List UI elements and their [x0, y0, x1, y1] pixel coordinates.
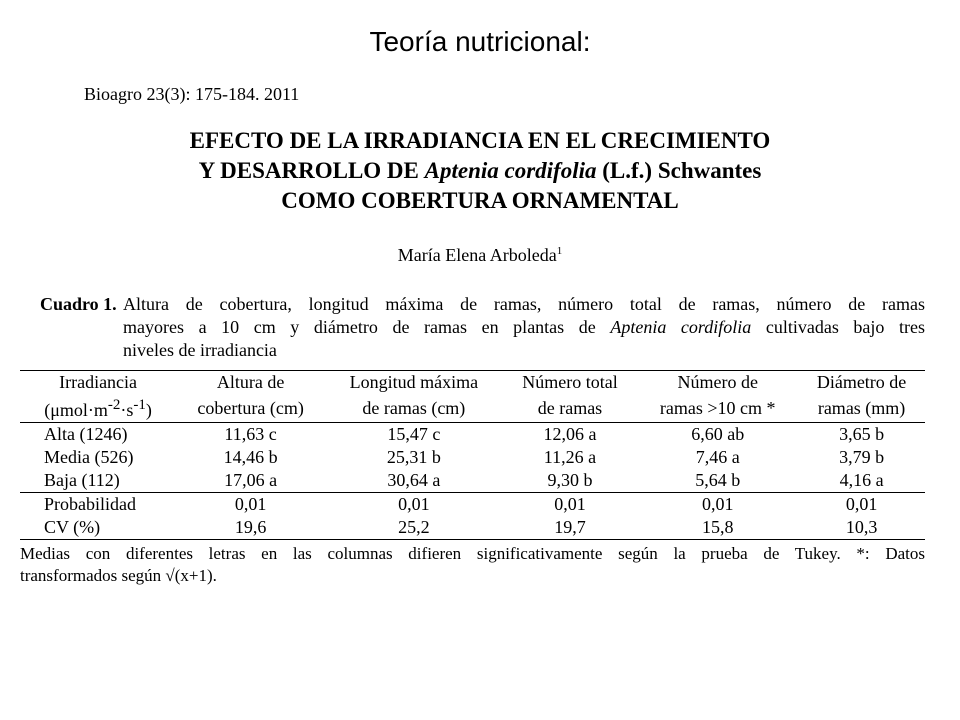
caption-row-1: [40, 293, 925, 316]
table-cell: 7,46 a: [695, 447, 740, 467]
table-cell: CV (%): [20, 516, 176, 540]
header-diameter-line-2: ramas (mm): [798, 394, 925, 423]
table-cell: Media (526): [44, 447, 134, 467]
table-row: [20, 423, 925, 447]
paper-title-line-3: COMO COBERTURA ORNAMENTAL: [281, 188, 679, 213]
table-body: [20, 423, 925, 493]
table-cell: 30,64 a: [387, 470, 441, 490]
table-cell: 3,79 b: [839, 447, 885, 467]
header-irradiance-line-1: Irradiancia: [20, 371, 176, 395]
caption-line-2: [123, 316, 925, 339]
table-cell: 5,64 b: [695, 470, 741, 490]
table-cell: 0,01: [176, 493, 325, 517]
author-name: María Elena Arboleda: [397, 245, 557, 265]
table-cell: 15,47 c: [387, 424, 441, 444]
caption-line-1: Altura de cobertura, longitud máxima de ramas, número total de ramas, número de ramas: [123, 294, 925, 314]
results-table: [20, 370, 925, 540]
header-irradiance-unit: $(\mu mol\cdot m^{-2}\cdot s^{-1})$: [20, 394, 176, 423]
table-cell: 0,01: [503, 493, 638, 517]
table-caption: [40, 293, 925, 362]
table-cell: 4,16 a: [839, 470, 884, 490]
table-cell: 10,3: [798, 516, 925, 540]
footnote-line-2: transformados según √(x+1).: [20, 566, 217, 585]
table-row: [20, 469, 925, 493]
table-cell: 25,2: [325, 516, 503, 540]
header-branches-10cm-line-2: ramas >10 cm *: [637, 394, 798, 423]
header-diameter-line-1: Diámetro de: [798, 371, 925, 395]
caption-species: Aptenia cordifolia: [610, 317, 752, 337]
table-cell: 0,01: [325, 493, 503, 517]
table-cell: Alta (1246): [44, 424, 128, 444]
author-line: [0, 240, 960, 266]
caption-line-3: niveles de irradiancia: [123, 340, 277, 360]
table-cell: 12,06 a: [543, 424, 597, 444]
journal-citation: Bioagro 23(3): 175-184. 2011: [84, 84, 300, 104]
header-height-line-2: cobertura (cm): [176, 394, 325, 423]
table-cell: 11,63 c: [224, 424, 277, 444]
header-row-1: [20, 371, 925, 395]
table-cell: 11,26 a: [543, 447, 597, 467]
paper-title: [80, 126, 880, 216]
table-cell: 15,8: [637, 516, 798, 540]
caption-row-2: [40, 316, 925, 339]
author-affiliation-mark: 1: [556, 245, 563, 257]
table-row: [20, 516, 925, 540]
table-cell: 19,7: [503, 516, 638, 540]
table-cell: 19,6: [176, 516, 325, 540]
paper-title-line-2: [80, 156, 880, 186]
header-row-2: [20, 394, 925, 423]
table-cell: 17,06 a: [224, 470, 278, 490]
slide-title: Teoría nutricional:: [369, 26, 591, 57]
table-cell: 25,31 b: [386, 447, 441, 467]
table-cell: 0,01: [798, 493, 925, 517]
header-total-branches-line-1: Número total: [503, 371, 638, 395]
header-branches-10cm-line-1: Número de: [637, 371, 798, 395]
table-cell: 0,01: [637, 493, 798, 517]
table-footnote: [20, 543, 925, 587]
caption-row-3: [40, 339, 925, 362]
caption-line-2-prefix: mayores a 10 cm y diámetro de ramas en plantas de: [123, 317, 596, 337]
table-cell: 9,30 b: [547, 470, 593, 490]
header-total-branches-line-2: de ramas: [503, 394, 638, 423]
header-max-length-line-2: de ramas (cm): [325, 394, 503, 423]
footnote-line-1: Medias con diferentes letras en las columnas difieren significativamente según la prueba de Tukey. *: Datos: [20, 544, 925, 563]
table-row: [20, 446, 925, 469]
table-cell: 6,60 ab: [691, 424, 745, 444]
caption-label: Cuadro 1.: [40, 294, 117, 314]
caption-line-2-suffix: cultivadas bajo tres: [765, 317, 925, 337]
table-cell: Probabilidad: [20, 493, 176, 517]
table-cell: 14,46 b: [223, 447, 278, 467]
table-stats: [20, 493, 925, 540]
table-cell: 3,65 b: [839, 424, 885, 444]
table-header: [20, 371, 925, 423]
paper-title-line-1: EFECTO DE LA IRRADIANCIA EN EL CRECIMIENTO: [189, 128, 771, 153]
table-cell: Baja (112): [44, 470, 120, 490]
paper-title-line-2-suffix: (L.f.) Schwantes: [602, 158, 762, 183]
header-max-length-line-1: Longitud máxima: [325, 371, 503, 395]
paper-title-species: Aptenia cordifolia: [424, 158, 597, 183]
paper-title-line-2-prefix: Y DESARROLLO DE: [198, 158, 419, 183]
table-row: [20, 493, 925, 517]
header-height-line-1: Altura de: [176, 371, 325, 395]
